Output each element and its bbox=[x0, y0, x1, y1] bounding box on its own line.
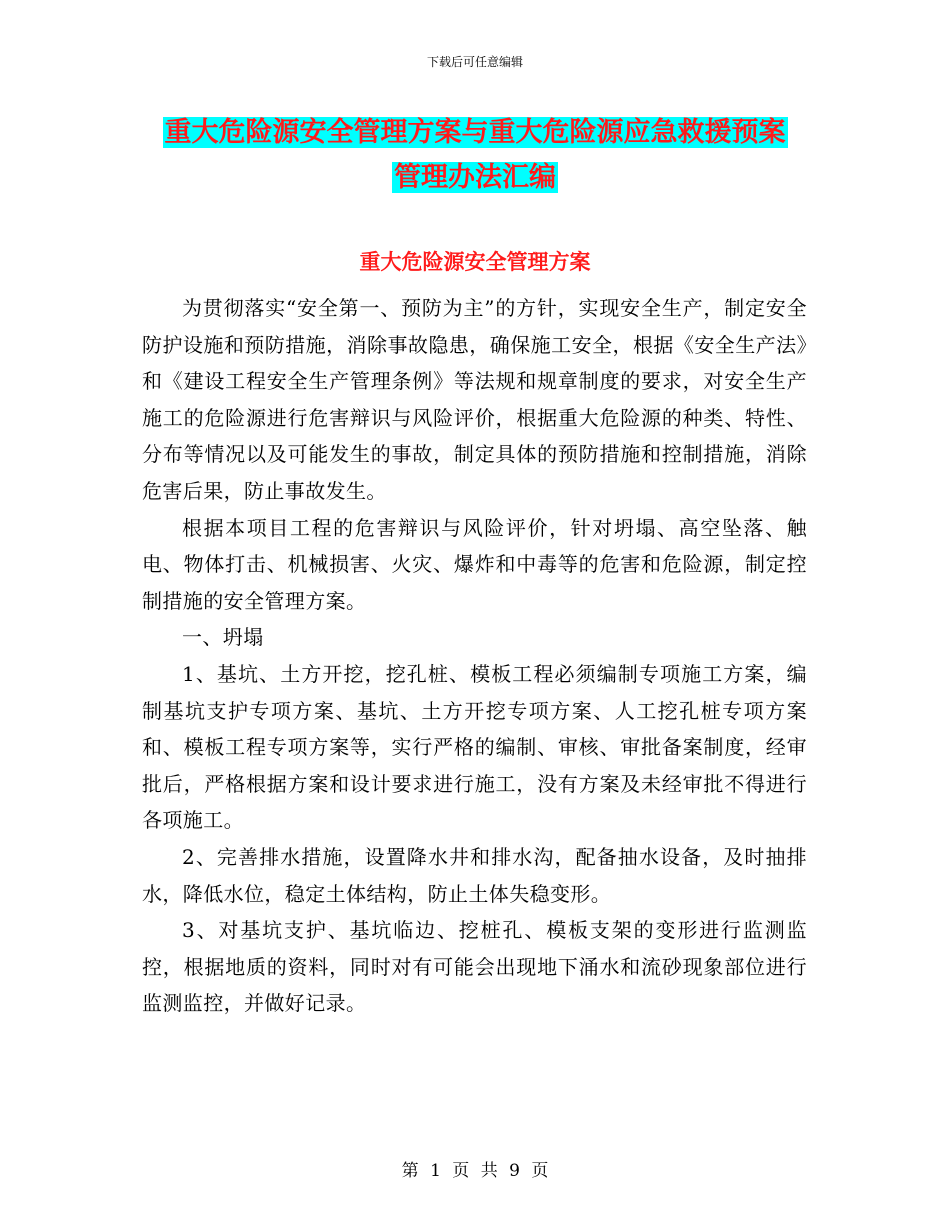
subheading-collapse: 一、坍塌 bbox=[182, 625, 264, 650]
document-body bbox=[142, 290, 807, 1022]
document-title-line-2: 管理办法汇编 bbox=[394, 162, 556, 193]
paragraph-item-1: 1、基坑、土方开挖，挖孔桩、模板工程必须编制专项施工方案，编制基坑支护专项方案、基坑、土方开挖专项方案、人工挖孔桩专项方案和、模板工程专项方案等，实行严格的编制、审核、审批备案制度，经审批后，严格根据方案和设计要求进行施工，没有方案及未经审批不得进行各项施工。 bbox=[142, 661, 807, 833]
page-footer: 第 1 页 共 9 页 bbox=[401, 1161, 549, 1181]
section-title: 重大危险源安全管理方案 bbox=[359, 249, 591, 274]
document-title-line-1: 重大危险源安全管理方案与重大危险源应急救援预案 bbox=[164, 117, 786, 148]
header-note: 下载后可任意编辑 bbox=[426, 55, 523, 69]
paragraph-scope: 根据本项目工程的危害辩识与风险评价，针对坍塌、高空坠落、触电、物体打击、机械损害、火灾、爆炸和中毒等的危害和危险源，制定控制措施的安全管理方案。 bbox=[142, 515, 807, 613]
paragraph-item-2: 2、完善排水措施，设置降水井和排水沟，配备抽水设备，及时抽排水，降低水位，稳定土体结构，防止土体失稳变形。 bbox=[142, 844, 807, 906]
paragraph-item-3: 3、对基坑支护、基坑临边、挖桩孔、模板支架的变形进行监测监控，根据地质的资料，同时对有可能会出现地下涌水和流砂现象部位进行监测监控，并做好记录。 bbox=[142, 918, 807, 1016]
document-title bbox=[140, 110, 810, 200]
paragraph-intro: 为贯彻落实“安全第一、预防为主”的方针，实现安全生产，制定安全防护设施和预防措施，消除事故隐患，确保施工安全，根据《安全生产法》和《建设工程安全生产管理条例》等法规和规章制度的要求，对安全生产施工的危险源进行危害辩识与风险评价，根据重大危险源的种类、特性、分布等情况以及可能发生的事故，制定具体的预防措施和控制措施，消除危害后果，防止事故发生。 bbox=[142, 296, 807, 503]
